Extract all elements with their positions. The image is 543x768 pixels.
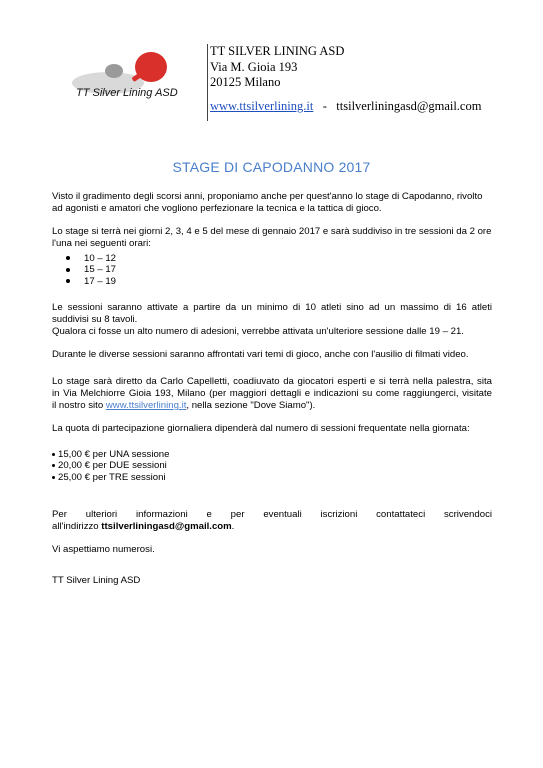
fee-list xyxy=(52,449,169,483)
signature: TT Silver Lining ASD xyxy=(52,575,141,586)
list-item: 10 – 12 xyxy=(66,253,116,264)
bullet-icon xyxy=(52,476,55,479)
fee-paragraph: La quota di partecipazione giornaliera dipenderà dal numero di sessioni frequentate nella giornata: xyxy=(52,423,470,434)
city-address: 20125 Milano xyxy=(210,75,281,90)
list-item: 15 – 17 xyxy=(66,264,116,275)
intro-paragraph: Visto il gradimento degli scorsi anni, proponiamo anche per quest'anno lo stage di Capodanno, rivolto ad agonisti e amatori che vogliono perfezionare la tecnica e la tattica di gioco. xyxy=(52,191,483,214)
website-link[interactable]: www.ttsilverlining.it xyxy=(210,98,314,113)
org-name: TT SILVER LINING ASD xyxy=(210,44,345,58)
contact-line xyxy=(210,99,510,115)
themes-paragraph: Durante le diverse sessioni saranno affrontati vari temi di gioco, anche con l'ausilio di filmati video. xyxy=(52,349,469,360)
list-item: 25,00 € per TRE sessioni xyxy=(52,472,169,483)
list-item: 17 – 19 xyxy=(66,276,116,287)
club-logo xyxy=(58,50,198,110)
bullet-icon xyxy=(66,256,70,260)
bullet-icon xyxy=(66,268,70,272)
sessions-paragraph: Le sessioni saranno attivate a partire da un minimo di 10 atleti sino ad un massimo di 16 atleti suddivisi su 8 tavoli. Qualora ci fosse un alto numero di adesioni, verrebbe attivata un'ulteriore sessione dalle 19 – 21. xyxy=(52,302,492,337)
header-email: ttsilverliningasd@gmail.com xyxy=(336,98,482,113)
street-address: Via M. Gioia 193 xyxy=(210,59,298,74)
bullet-icon xyxy=(52,453,55,456)
location-paragraph: Lo stage sarà diretto da Carlo Capelletti, coadiuvato da giocatori esperti e si terrà nella palestra, sita in Via Melchiorre Gioia 193, Milano (per maggiori dettagli e indicazioni su come raggiungerci, visitate il nostro sito www.ttsilverlining.it, nella sezione "Dove Siamo"). xyxy=(52,376,492,411)
logo-text: TT Silver Lining ASD xyxy=(76,87,178,99)
contact-email: ttsilverliningasd@gmail.com xyxy=(101,521,232,532)
list-item: 20,00 € per DUE sessioni xyxy=(52,460,169,471)
header-address-block xyxy=(210,44,510,114)
list-item: 15,00 € per UNA sessione xyxy=(52,449,169,460)
bullet-icon xyxy=(66,279,70,283)
website-link-body[interactable]: www.ttsilverlining.it xyxy=(105,400,187,411)
contact-paragraph: Per ulteriori informazioni e per eventuali iscrizioni contattateci scrivendoci all'indirizzo ttsilverliningasd@gmail.com. xyxy=(52,509,492,532)
logo-ball-icon xyxy=(105,64,123,78)
schedule-times-list xyxy=(66,253,116,287)
bullet-icon xyxy=(52,464,55,467)
separator: - xyxy=(322,98,327,113)
schedule-paragraph: Lo stage si terrà nei giorni 2, 3, 4 e 5 del mese di gennaio 2017 e sarà suddiviso in tre sessioni da 2 ore l'una nei seguenti orari: xyxy=(52,226,492,249)
closing-text: Vi aspettiamo numerosi. xyxy=(52,544,155,555)
page-title: STAGE DI CAPODANNO 2017 xyxy=(172,159,371,175)
header-divider xyxy=(207,44,208,121)
